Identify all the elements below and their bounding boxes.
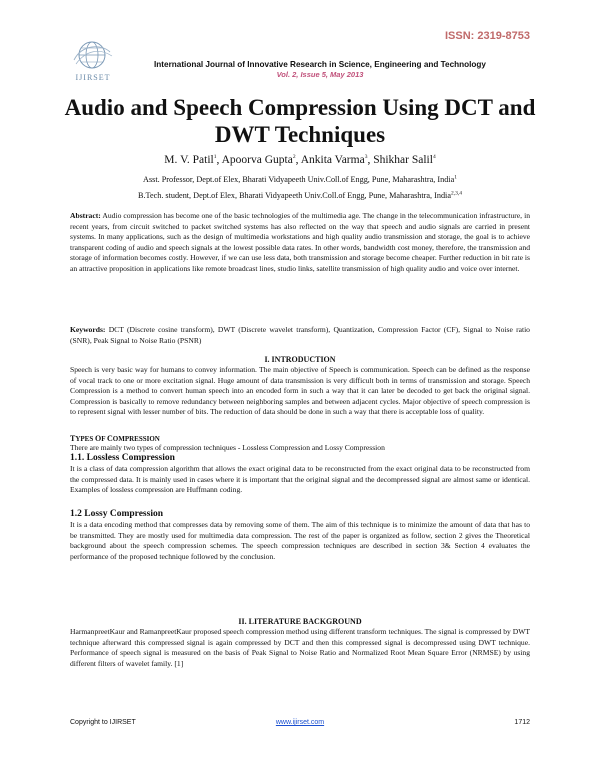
author-sup: 2 (292, 154, 296, 161)
section-heading-introduction: I. INTRODUCTION (264, 355, 336, 364)
types-heading-part: YPES (75, 435, 95, 443)
keywords (70, 325, 530, 346)
subsection-heading-lossy: 1.2 Lossy Compression (70, 509, 163, 519)
footer-page-number: 1712 (514, 719, 530, 726)
affiliation-1 (40, 175, 560, 184)
footer-copyright: Copyright to IJIRSET (70, 719, 136, 726)
subsection-heading-lossless: 1.1. Lossless Compression (70, 453, 175, 463)
types-heading-cap: C (107, 434, 113, 443)
affiliation-text: Asst. Professor, Dept.of Elex, Bharati Vidyapeeth Univ.Coll.of Engg, Pune, Maharashtra, India (143, 175, 455, 184)
lossless-text: It is a class of data compression algorithm that allows the exact original data to be reconstructed from the exact original data to be reconstructed from the compressed data. It is mainly used in cases where it is important that the original signal and the decompressed signal are almost same or identical. Examples of lossless compression are Huffmann coding. (70, 464, 530, 495)
abstract-text: Audio compression has become one of the basic technologies of the multimedia age. The change in the telecommunication infrastructure, in recent years, from circuit switched to packet switched systems has also reflected on the way that speech and audio signals are carried in present systems. In many applications, such as the design of multimedia workstations and high quality audio transmission and storage, the goal is to achieve transparent coding of audio and speech signals at the lowest possible data rates. In other words, bandwidth cost money, therefore, the transmission and storage of information becomes costly. However, if we can use less data, both transmission and storage become cheaper. Further reduction in bit rate is an attractive proposition in applications like remote broadcast lines, studio links, satellite transmission of high quality audio and voice over internet. (70, 211, 530, 273)
introduction-text: Speech is very basic way for humans to convey information. The main objective of Speech is communication. Speech can be defined as the response of vocal track to one or more excitation signal. Huge amount of data transmission is very difficult both in terms of transmission and storage. Speech Compression is a method to convert human speech into an encoded form in such a way that it can later be decoded to get back the original signal. Compression is basically to remove redundancy between neighboring samples and between adjacent cycles. Major objective of speech compression is to represent signal with lesser number of bits. The reduction of data should be done in such a way that there is acceptable loss of quality. (70, 365, 530, 417)
volume-issue: Vol. 2, Issue 5, May 2013 (276, 70, 364, 79)
affiliation-2 (40, 191, 560, 200)
journal-name: International Journal of Innovative Research in Science, Engineering and Technology (154, 60, 486, 69)
types-heading-cap: O (95, 434, 102, 443)
literature-text: HarmanpreetKaur and RamanpreetKaur proposed speech compression method using different transform techniques. The signal is compressed by DWT technique afterward this compressed signal is again compressed by DCT and then this compressed signal is decompressed using DWT technique. Performance of speech signal is measured on the basis of Peak Signal to Noise Ratio and Normalized Root Mean Square Error (NRMSE) by using different filters of wavelet family. [1] (70, 627, 530, 668)
globe-icon (70, 38, 114, 72)
author-name: Ankita Varma (300, 154, 365, 166)
logo-text: IJIRSET (75, 73, 111, 82)
types-heading-part: F (101, 435, 108, 443)
author-sup: 1 (213, 154, 217, 161)
footer-url-link[interactable]: www.ijirset.com (275, 719, 325, 726)
section-heading-literature: II. LITERATURE BACKGROUND (238, 617, 362, 626)
author-sup: 3 (364, 154, 368, 161)
affiliation-sup: 1 (454, 174, 457, 181)
author-name: Apoorva Gupta (221, 154, 293, 166)
issn-label: ISSN: 2319-8753 (445, 30, 530, 42)
keywords-text: DCT (Discrete cosine transform), DWT (Discrete wavelet transform), Quantization, Compression Factor (CF), Signal to Noise ratio (SNR), Peak Signal to Noise Ratio (PSNR) (70, 325, 530, 345)
types-intro-text: There are mainly two types of compression techniques - Lossless Compression and Lossy Compression (70, 443, 385, 452)
types-heading (70, 434, 160, 443)
types-heading-cap: T (70, 434, 76, 443)
author-name: M. V. Patil (164, 154, 214, 166)
author-sup: 4 (432, 154, 436, 161)
affiliation-text: B.Tech. student, Dept.of Elex, Bharati Vidyapeeth Univ.Coll.of Engg, Pune, Maharashtra, India (138, 191, 451, 200)
abstract (70, 211, 530, 275)
affiliation-sup: 2,3,4 (450, 190, 462, 197)
journal-logo (70, 38, 116, 86)
abstract-label: Abstract: (70, 211, 101, 220)
paper-title: Audio and Speech Compression Using DCT and DWT Techniques (64, 95, 536, 147)
lossy-text: It is a data encoding method that compresses data by removing some of them. The aim of this technique is to minimize the amount of data that has to be transmitted. They are mostly used for multimedia data compression. The rest of the paper is organized as follow, section 2 gives the Theoretical background about the speech compression schemes. The speech compression techniques are described in section 3& Section 4 evaluates the performance of the proposed technique followed by the conclusion. (70, 520, 530, 561)
keywords-label: Keywords: (70, 325, 106, 334)
author-name: Shikhar Salil (373, 154, 433, 166)
types-heading-part: OMPRESSION (112, 435, 160, 443)
author-list: M. V. Patil$^1$, Apoorva Gupta$^2$, Ankita Varma$^3$, Shikhar Salil$^4$ (164, 154, 436, 166)
